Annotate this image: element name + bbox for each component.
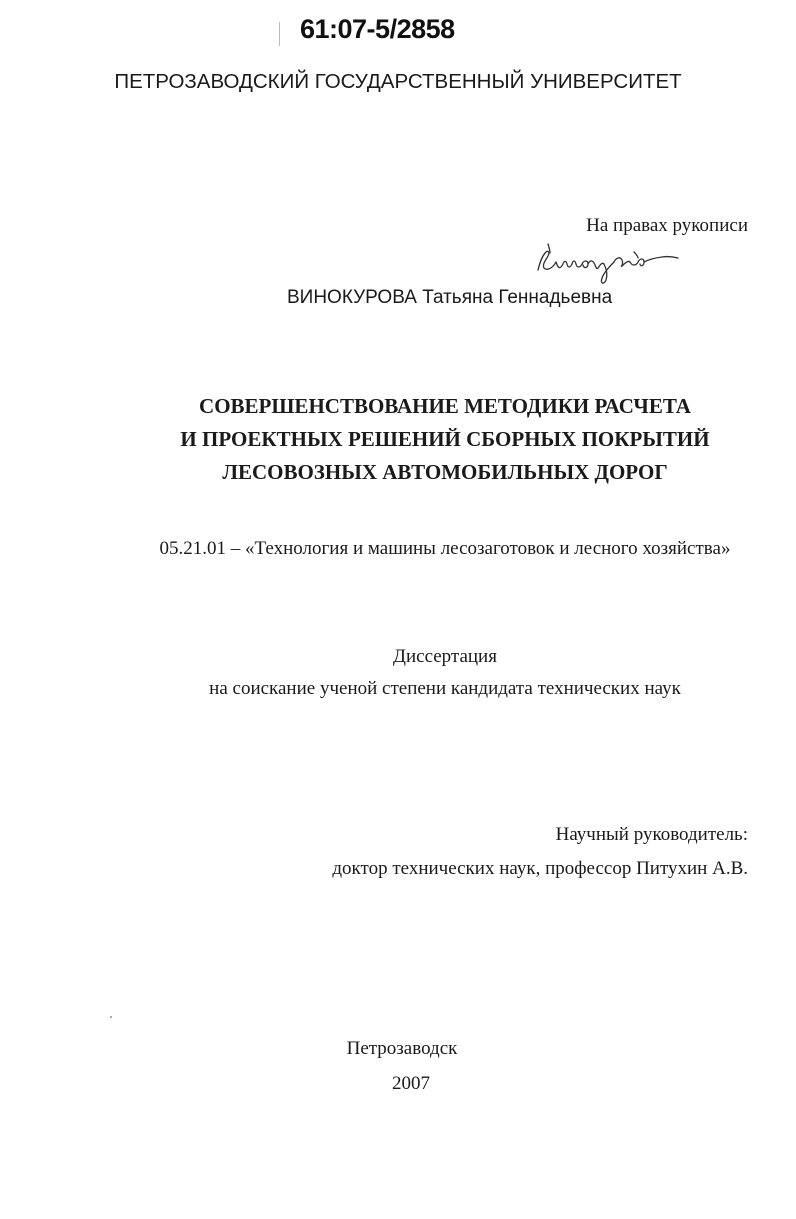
city: Петрозаводск <box>346 1038 458 1059</box>
advisor-name: доктор технических наук, профессор Питухин А.В. <box>332 858 748 879</box>
document-type: Диссертация <box>393 646 497 667</box>
handwritten-signature <box>530 238 680 288</box>
advisor-label: Научный руководитель: <box>555 824 748 845</box>
university-name: ПЕТРОЗАВОДСКИЙ ГОСУДАРСТВЕННЫЙ УНИВЕРСИТЕТ <box>114 70 682 93</box>
manuscript-note: На правах рукописи <box>586 215 748 236</box>
title-line-2: И ПРОЕКТНЫХ РЕШЕНИЙ СБОРНЫХ ПОКРЫТИЙ <box>180 427 710 451</box>
title-line-3: ЛЕСОВОЗНЫХ АВТОМОБИЛЬНЫХ ДОРОГ <box>222 460 668 484</box>
year: 2007 <box>392 1073 430 1094</box>
specialty-code: 05.21.01 – «Технология и машины лесозаготовок и лесного хозяйства» <box>159 538 731 559</box>
degree-sought: на соискание ученой степени кандидата технических наук <box>209 678 681 699</box>
scan-speck <box>110 1016 112 1018</box>
scan-mark <box>279 22 280 46</box>
archive-number: 61:07-5/2858 <box>300 14 455 44</box>
dissertation-title <box>0 390 796 489</box>
author-name: ВИНОКУРОВА Татьяна Геннадьевна <box>287 287 613 308</box>
title-line-1: СОВЕРШЕНСТВОВАНИЕ МЕТОДИКИ РАСЧЕТА <box>199 394 691 418</box>
